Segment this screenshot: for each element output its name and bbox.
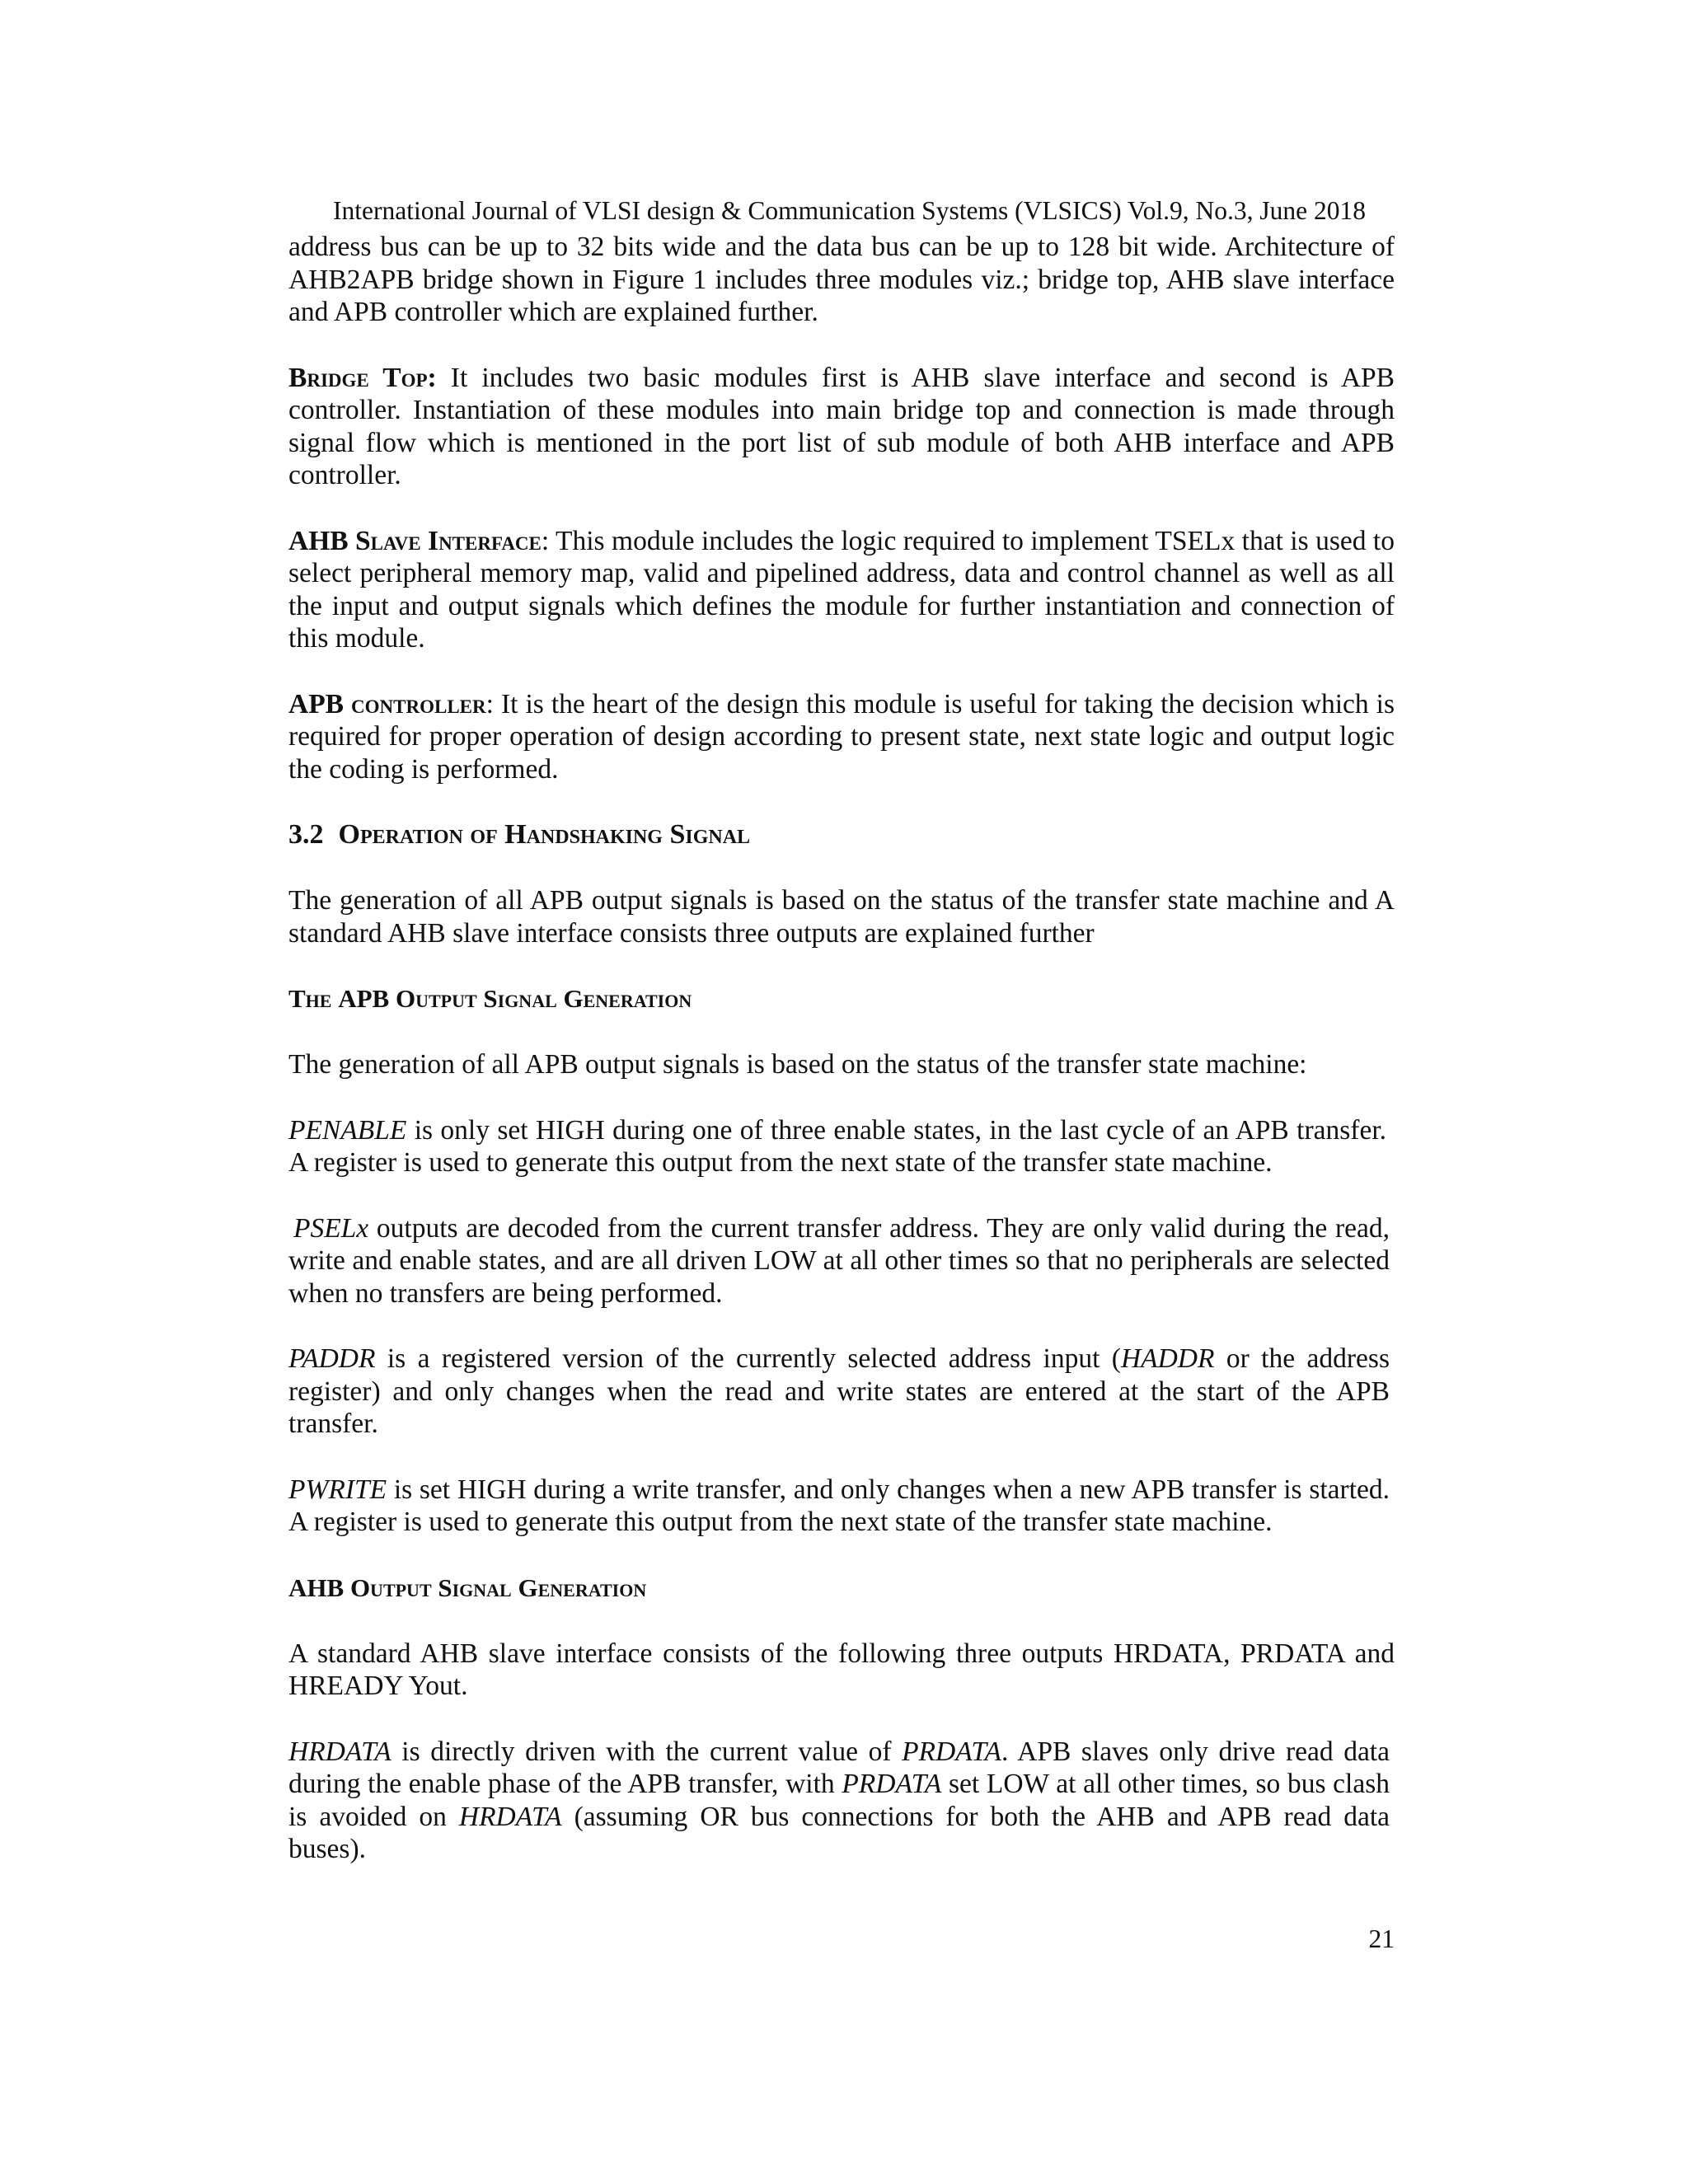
pwrite-text: is set HIGH during a write transfer, and only changes when a new APB transfer is started. A register is used to generate this output from the next state of the transfer state machine. [288, 1474, 1390, 1537]
pselx-text: outputs are decoded from the current transfer address. They are only valid during the read, write and enable states, and are all driven LOW at all other times so that no peripherals are selected when no transfers are being performed. [288, 1212, 1390, 1309]
pwrite-paragraph [288, 1474, 1390, 1539]
pselx-paragraph [288, 1212, 1390, 1310]
penable-text: is only set HIGH during one of three enable states, in the last cycle of an APB transfer. A register is used to generate this output from the next state of the transfer state machine. [288, 1114, 1386, 1178]
prdata-term-1: PRDATA [902, 1736, 1002, 1767]
running-header: International Journal of VLSI design & Communication Systems (VLSICS) Vol.9, No.3, June 2018 [333, 196, 1366, 225]
bridge-top-term: Bridge Top: [288, 362, 437, 393]
apb-output-heading-bold: APB [338, 984, 396, 1013]
ahb-slave-term: Slave Interface [355, 525, 542, 556]
handshake-intro-paragraph: The generation of all APB output signals is based on the status of the transfer state machine and A standard AHB slave interface consists three outputs are explained further [288, 885, 1395, 949]
section-number: 3.2 [288, 819, 324, 850]
pselx-term: PSELx [293, 1212, 369, 1244]
bridge-top-paragraph [288, 362, 1395, 492]
ahb-slave-term-prefix: AHB [288, 525, 356, 556]
hrdata-text-4: (assuming OR bus connections for both the AHB and APB read data buses). [288, 1801, 1390, 1864]
ahb-output-heading [288, 1572, 1395, 1605]
paddr-text-2: or the address register) and only changes when the read and write states are entered at the start of the APB transfer. [288, 1343, 1390, 1439]
penable-term: PENABLE [288, 1114, 407, 1146]
apb-output-heading-pre: The [288, 984, 339, 1013]
hrdata-text-1: is directly driven with the current value of [391, 1736, 903, 1767]
section-title: Operation of Handshaking Signal [338, 819, 751, 850]
hrdata-text-2: . APB slaves only drive read data during the enable phase of the APB transfer, with [288, 1736, 1390, 1799]
ahb-output-intro-paragraph: A standard AHB slave interface consists of the following three outputs HRDATA, PRDATA and HREADY Yout. [288, 1638, 1395, 1701]
pwrite-term: PWRITE [288, 1474, 387, 1505]
intro-paragraph: address bus can be up to 32 bits wide and the data bus can be up to 128 bit wide. Architecture of AHB2APB bridge shown in Figure 1 includes three modules viz.; bridge top, AHB slave interface and APB controller which are explained further. [288, 232, 1395, 327]
page-number: 21 [1368, 1924, 1395, 1953]
paddr-paragraph [288, 1343, 1390, 1441]
ahb-output-heading-post: Output Signal Generation [349, 1572, 647, 1602]
hrdata-term-2: HRDATA [458, 1801, 562, 1832]
section-heading-3-2 [288, 818, 1395, 851]
paddr-text-1: is a registered version of the currently selected address input ( [375, 1343, 1121, 1374]
penable-paragraph [288, 1114, 1386, 1179]
hrdata-term: HRDATA [288, 1736, 392, 1767]
apb-controller-term-prefix: APB [288, 688, 352, 719]
paddr-term: PADDR [288, 1343, 376, 1374]
hrdata-text-3: set LOW at all other times, so bus clash is avoided on [288, 1769, 1390, 1832]
apb-controller-paragraph [288, 688, 1395, 786]
hrdata-paragraph [288, 1736, 1390, 1866]
prdata-term-2: PRDATA [842, 1769, 942, 1799]
apb-controller-term: controller [351, 688, 486, 719]
ahb-output-heading-bold: AHB [288, 1572, 350, 1602]
apb-output-intro-paragraph: The generation of all APB output signals is based on the status of the transfer state machine: [288, 1049, 1307, 1080]
apb-output-heading-post: Output Signal Generation [395, 984, 692, 1013]
ahb-slave-paragraph [288, 525, 1395, 655]
ahb-slave-text: : This module includes the logic required to implement TSELx that is used to select peripheral memory map, valid and pipelined address, data and control channel as well as all the input and output signals which defines the module for further instantiation and connection of this module. [288, 525, 1395, 654]
apb-output-heading [288, 982, 1395, 1015]
haddr-term: HADDR [1120, 1343, 1215, 1374]
apb-controller-text: : It is the heart of the design this module is useful for taking the decision which is required for proper operation of design according to present state, next state logic and output logic the coding is performed. [288, 688, 1395, 785]
bridge-top-text: It includes two basic modules first is AHB slave interface and second is APB controller. Instantiation of these modules into main bridge top and connection is made through signal flow which is mentioned in the port list of sub module of both AHB interface and APB controller. [288, 362, 1395, 490]
body-text [288, 231, 1395, 1866]
